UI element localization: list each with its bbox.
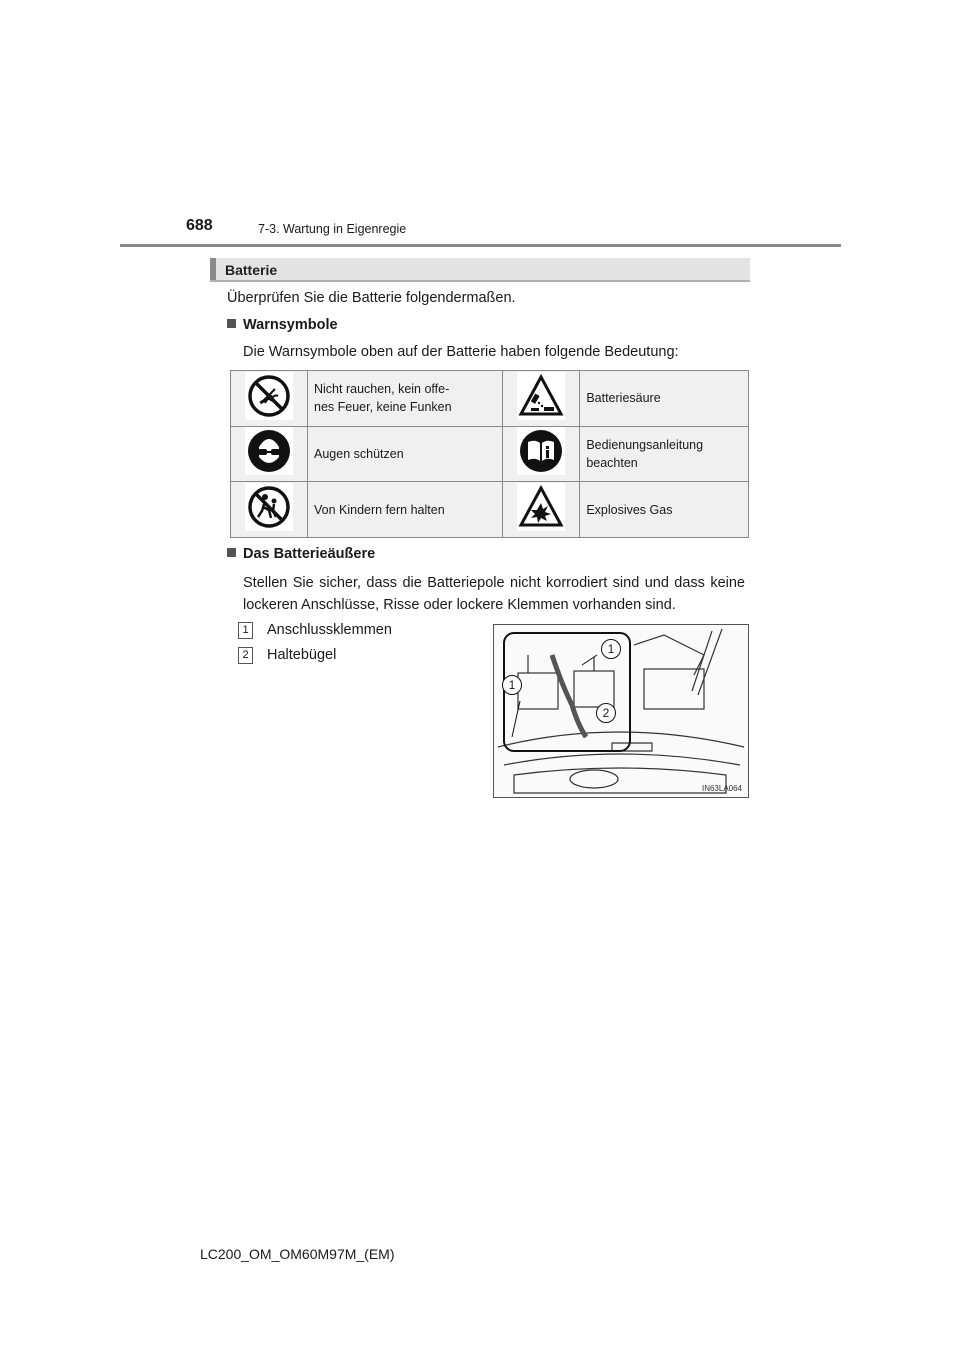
footer-doc-id: LC200_OM_OM60M97M_(EM) bbox=[200, 1246, 395, 1262]
table-row bbox=[231, 482, 749, 538]
symbol-label: Bedienungsanleitung bbox=[586, 437, 704, 452]
table-cell bbox=[231, 482, 308, 538]
read-manual-icon bbox=[517, 427, 565, 475]
engine-bay-drawing bbox=[494, 625, 748, 797]
legend-label: Anschlussklemmen bbox=[267, 622, 392, 638]
illustration-code: IN63LA064 bbox=[701, 784, 742, 793]
table-cell bbox=[580, 426, 749, 482]
intro-text: Überprüfen Sie die Batterie folgendermaßen. bbox=[227, 290, 516, 306]
warning-symbols-heading-text: Warnsymbole bbox=[243, 317, 338, 333]
legend-label: Haltebügel bbox=[267, 647, 337, 663]
explosive-gas-icon bbox=[517, 483, 565, 531]
square-bullet-icon bbox=[227, 548, 236, 557]
table-cell bbox=[308, 426, 503, 482]
symbol-label: Augen schützen bbox=[314, 446, 404, 461]
symbol-label: Nicht rauchen, kein offe- bbox=[314, 382, 450, 397]
battery-exterior-description: Stellen Sie sicher, dass die Batteriepole nicht korrodiert sind und dass keine lockeren Anschlüsse, Risse oder lockere Klemmen vorhanden sind. bbox=[243, 575, 745, 613]
callout-marker: 1 bbox=[601, 639, 621, 659]
battery-exterior-heading bbox=[227, 546, 375, 562]
table-cell bbox=[503, 426, 580, 482]
square-bullet-icon bbox=[227, 319, 236, 328]
table-cell bbox=[231, 426, 308, 482]
section-heading-bar bbox=[210, 258, 750, 282]
keep-away-children-icon bbox=[245, 483, 293, 531]
warning-symbols-heading bbox=[227, 317, 338, 333]
table-row bbox=[231, 371, 749, 427]
symbol-label: Von Kindern fern halten bbox=[314, 502, 445, 517]
chapter-title: 7-3. Wartung in Eigenregie bbox=[258, 222, 407, 236]
no-smoking-icon bbox=[245, 372, 293, 420]
table-row bbox=[231, 426, 749, 482]
table-cell bbox=[308, 482, 503, 538]
battery-acid-icon bbox=[517, 372, 565, 420]
eye-protection-icon bbox=[245, 427, 293, 475]
callout-marker: 1 bbox=[502, 675, 522, 695]
symbol-label: Batteriesäure bbox=[586, 391, 661, 406]
symbol-label: beachten bbox=[586, 455, 638, 470]
table-cell bbox=[503, 482, 580, 538]
table-cell bbox=[580, 371, 749, 427]
section-accent bbox=[210, 258, 216, 280]
symbol-label: Explosives Gas bbox=[586, 502, 673, 517]
warning-symbols-description: Die Warnsymbole oben auf der Batterie haben folgende Bedeutung: bbox=[243, 344, 679, 360]
callout-number: 2 bbox=[238, 647, 253, 664]
table-cell bbox=[231, 371, 308, 427]
callout-marker: 2 bbox=[596, 703, 616, 723]
table-cell bbox=[308, 371, 503, 427]
symbol-label: nes Feuer, keine Funken bbox=[314, 400, 452, 415]
legend-item bbox=[238, 622, 392, 639]
table-cell bbox=[503, 371, 580, 427]
header-divider bbox=[120, 244, 841, 247]
page-number: 688 bbox=[186, 217, 213, 234]
legend-item bbox=[238, 647, 336, 664]
battery-exterior-heading-text: Das Batterieäußere bbox=[243, 546, 376, 562]
section-heading: Batterie bbox=[225, 262, 278, 278]
engine-bay-illustration bbox=[493, 624, 749, 798]
warning-symbols-table bbox=[230, 370, 749, 538]
table-cell bbox=[580, 482, 749, 538]
callout-number: 1 bbox=[238, 622, 253, 639]
